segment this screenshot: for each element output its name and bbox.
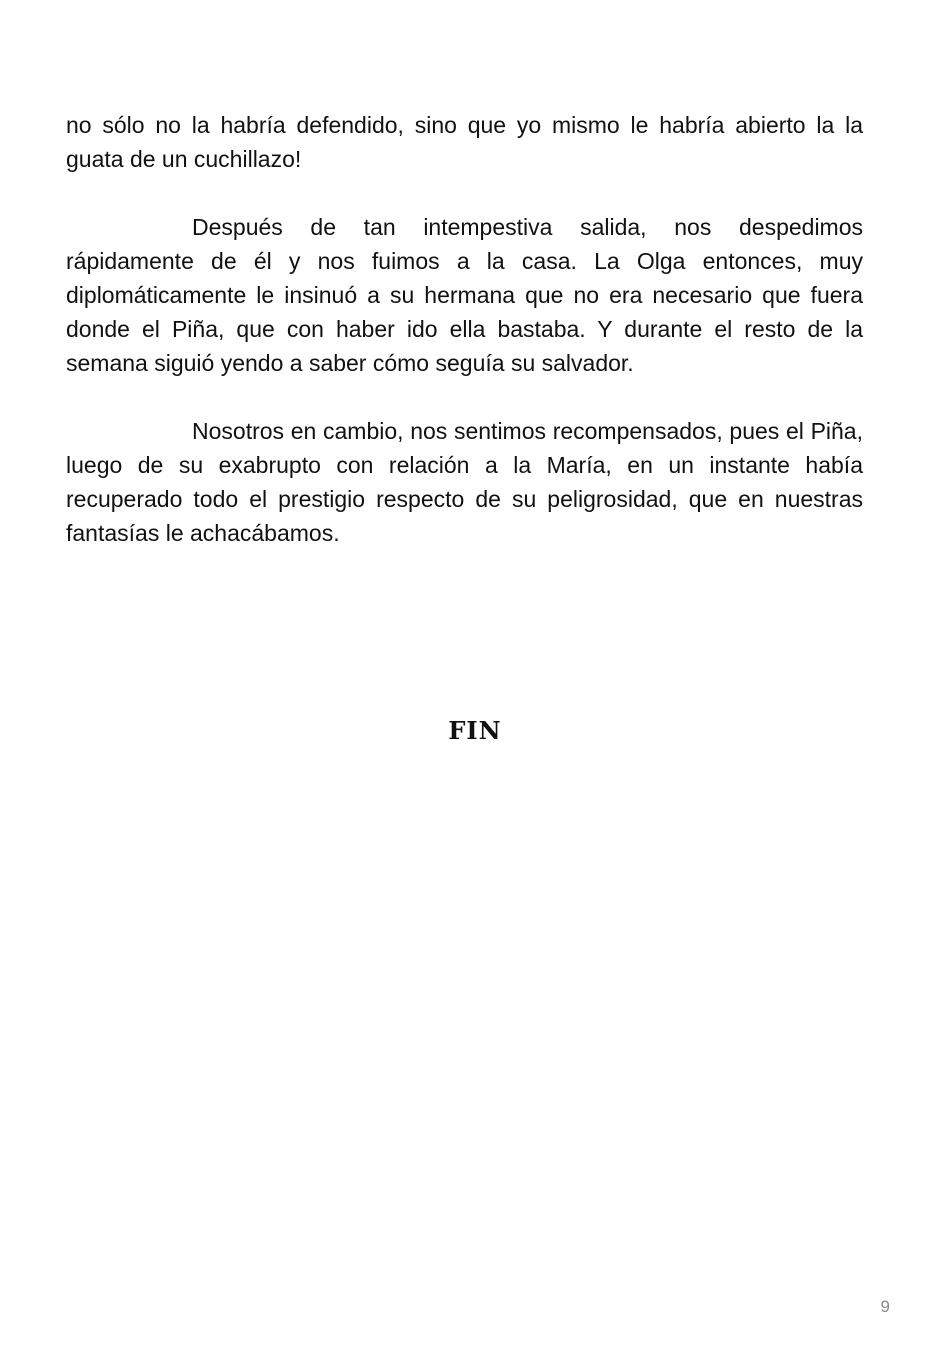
ending-title: FIN [448,716,502,745]
paragraph-2: Después de tan intempestiva salida, nos despedimos rápidamente de él y nos fuimos a la casa. La Olga entonces, muy diplomáticamente le insinuó a su hermana que no era necesario que fuera donde el Piña, que con haber ido ella bastaba. Y durante el resto de la semana siguió yendo a saber cómo seguía su salvador. [66,214,863,376]
page-number: 9 [880,1297,890,1316]
paragraph-1: no sólo no la habría defendido, sino que yo mismo le habría abierto la la guata de un cuchillazo! [66,112,863,172]
paragraph-3: Nosotros en cambio, nos sentimos recompensados, pues el Piña, luego de su exabrupto con relación a la María, en un instante había recuperado todo el prestigio respecto de su peligrosidad, que en nuestras fantasías le achacábamos. [66,418,863,546]
body-text [66,108,863,584]
